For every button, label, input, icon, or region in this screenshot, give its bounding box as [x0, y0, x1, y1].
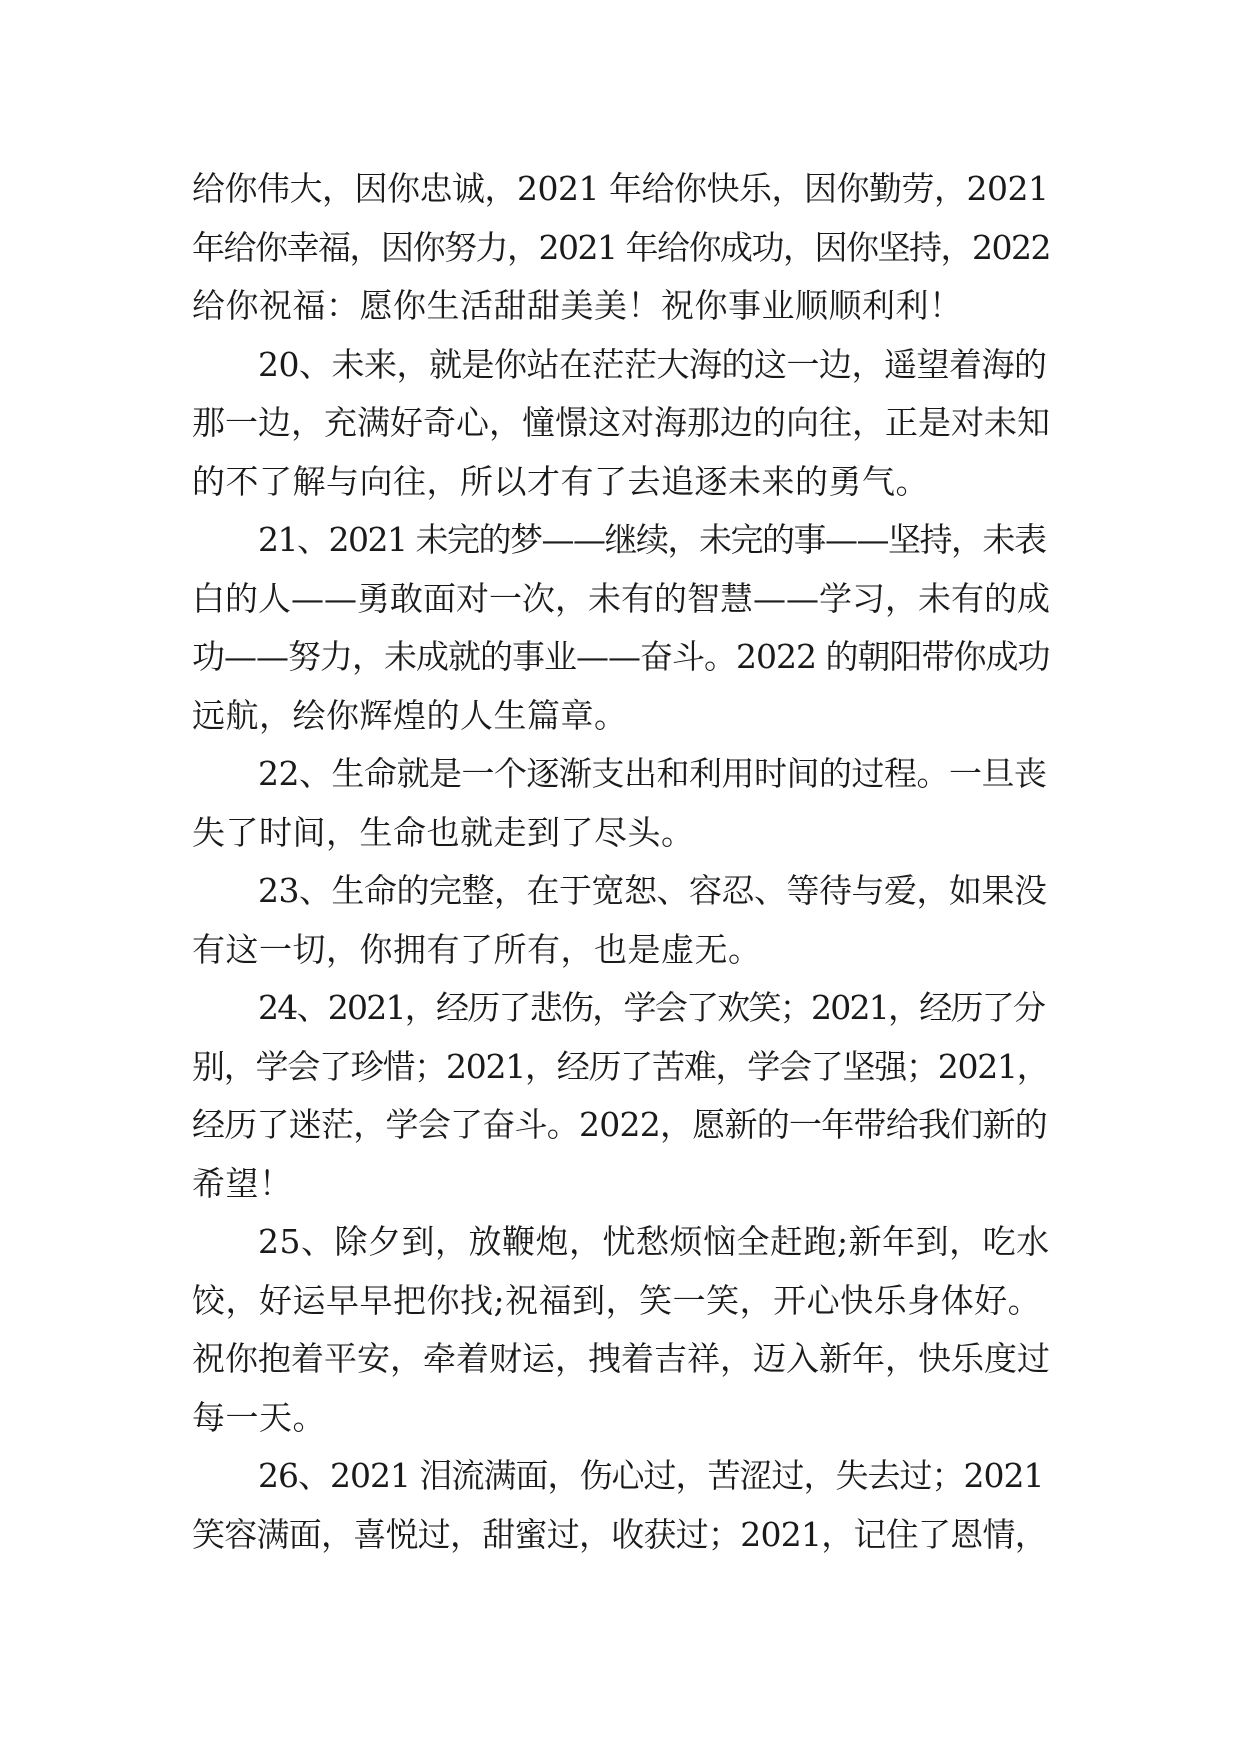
- text-line: 21、2021 未完的梦——继续，未完的事——坚持，未表: [258, 520, 1046, 559]
- text-line: 25、除夕到，放鞭炮，忧愁烦恼全赶跑;新年到，吃水: [258, 1222, 1050, 1261]
- text-line: 祝你抱着平安，牵着财运，拽着吉祥，迈入新年，快乐度过: [192, 1339, 1050, 1378]
- text-line: 每一天。: [192, 1397, 326, 1437]
- text-line: 22、生命就是一个逐渐支出和利用时间的过程。一旦丧: [258, 754, 1047, 793]
- text-line: 笑容满面，喜悦过，甜蜜过，收获过；2021，记住了恩情，: [192, 1514, 1047, 1554]
- text-line: 20、未来，就是你站在茫茫大海的这一边，遥望着海的: [258, 344, 1047, 384]
- text-line: 经历了迷茫，学会了奋斗。2022，愿新的一年带给我们新的: [192, 1105, 1047, 1144]
- text-line: 23、生命的完整，在于宽恕、容忍、等待与爱，如果没: [258, 871, 1047, 910]
- text-line: 远航，绘你辉煌的人生篇章。: [192, 695, 628, 735]
- text-line: 饺，好运早早把你找;祝福到，笑一笑，开心快乐身体好。: [192, 1280, 1042, 1320]
- text-line: 那一边，充满好奇心，憧憬这对海那边的向往，正是对未知: [192, 403, 1050, 442]
- text-line: 别，学会了珍惜；2021，经历了苦难，学会了坚强；2021，: [192, 1046, 1049, 1086]
- text-line: 年给你幸福，因你努力，2021 年给你成功，因你坚持，2022: [192, 227, 1050, 267]
- text-line: 希望！: [192, 1163, 293, 1203]
- text-line: 功——努力，未成就的事业——奋斗。2022 的朝阳带你成功: [192, 637, 1050, 676]
- text-line: 给你伟大，因你忠诚，2021 年给你快乐，因你勤劳，2021: [192, 169, 1049, 208]
- text-line: 给你祝福：愿你生活甜甜美美！祝你事业顺顺利利！: [192, 286, 963, 325]
- document-body: [192, 160, 1050, 1564]
- text-line: 26、2021 泪流满面，伤心过，苦涩过，失去过；2021: [258, 1456, 1044, 1495]
- text-line: 失了时间，生命也就走到了尽头。: [192, 812, 695, 852]
- text-line: 24、2021，经历了悲伤，学会了欢笑；2021，经历了分: [258, 988, 1045, 1027]
- text-line: 白的人——勇敢面对一次，未有的智慧——学习，未有的成: [192, 578, 1050, 618]
- text-line: 的不了解与向往，所以才有了去追逐未来的勇气。: [192, 461, 929, 501]
- text-line: 有这一切，你拥有了所有，也是虚无。: [192, 929, 762, 969]
